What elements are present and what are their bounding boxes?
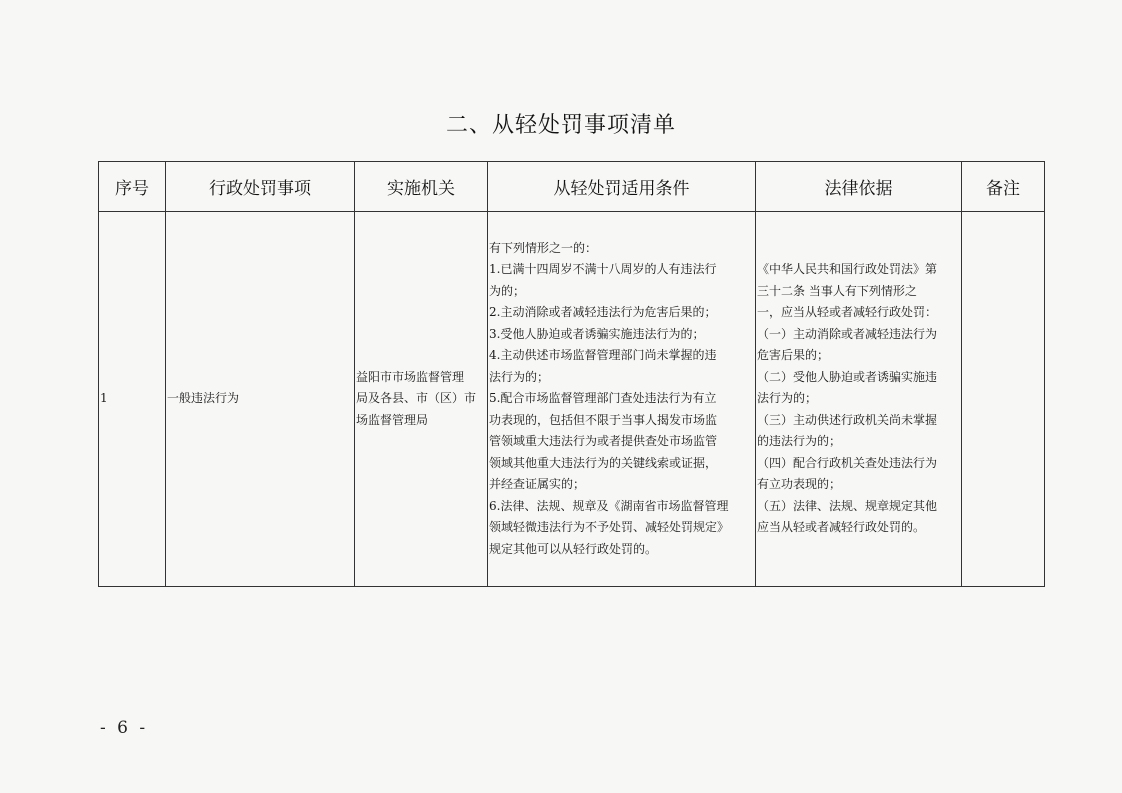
page-title: 二、从轻处罚事项清单 bbox=[445, 113, 676, 138]
legal-basis-line: 一，应当从轻或者减轻行政处罚： bbox=[757, 305, 938, 320]
condition-line: 为的； bbox=[489, 283, 526, 298]
cell-legal-basis bbox=[756, 212, 962, 587]
condition-line: 并经查证属实的； bbox=[489, 477, 586, 492]
legal-basis-line: （三）主动供述行政机关尚未掌握 bbox=[757, 412, 938, 427]
condition-line: 2.主动消除或者减轻违法行为危害后果的； bbox=[489, 305, 717, 320]
legal-basis-line: 法行为的； bbox=[757, 391, 818, 406]
legal-basis-line: （一）主动消除或者减轻违法行为 bbox=[757, 326, 938, 341]
legal-basis-line: （二）受他人胁迫或者诱骗实施违 bbox=[757, 369, 938, 384]
agency-line: 场监督管理局 bbox=[356, 412, 429, 427]
condition-line: 1.已满十四周岁不满十八周岁的人有违法行 bbox=[489, 262, 717, 277]
condition-line: 3.受他人胁迫或者诱骗实施违法行为的； bbox=[489, 326, 705, 341]
condition-line: 规定其他可以从轻行政处罚的。 bbox=[489, 541, 658, 556]
condition-line: 6.法律、法规、规章及《湖南省市场监督管理 bbox=[489, 498, 729, 513]
table-header-row bbox=[99, 162, 1045, 212]
legal-basis-line: （五）法律、法规、规章规定其他 bbox=[757, 498, 938, 513]
header-legal-basis: 法律依据 bbox=[756, 162, 962, 212]
condition-line: 有下列情形之一的： bbox=[489, 240, 598, 255]
condition-line: 4.主动供述市场监督管理部门尚未掌握的违 bbox=[489, 348, 717, 363]
penalty-table bbox=[98, 161, 1045, 587]
header-remarks: 备注 bbox=[962, 162, 1045, 212]
page-number: - 6 - bbox=[100, 718, 149, 738]
header-agency: 实施机关 bbox=[355, 162, 488, 212]
condition-line: 功表现的，包括但不限于当事人揭发市场监 bbox=[489, 412, 718, 427]
agency-line: 益阳市市场监督管理 bbox=[356, 369, 465, 384]
agency-line: 局及各县、市（区）市 bbox=[356, 391, 477, 406]
row-penalty-item: 一般违法行为 bbox=[167, 391, 240, 406]
legal-basis-line: 应当从轻或者减轻行政处罚的。 bbox=[757, 520, 926, 535]
cell-index bbox=[99, 212, 166, 587]
row-index: 1 bbox=[100, 391, 108, 406]
cell-agency bbox=[355, 212, 488, 587]
legal-basis-line: 有立功表现的； bbox=[757, 477, 842, 492]
cell-penalty-item bbox=[166, 212, 355, 587]
legal-basis-line: 的违法行为的； bbox=[757, 434, 842, 449]
condition-line: 5.配合市场监督管理部门查处违法行为有立 bbox=[489, 391, 717, 406]
legal-basis-line: 《中华人民共和国行政处罚法》第 bbox=[757, 262, 938, 277]
header-index: 序号 bbox=[99, 162, 166, 212]
legal-basis-line: 三十二条 当事人有下列情形之 bbox=[757, 283, 917, 298]
conditions-text bbox=[488, 238, 755, 561]
cell-remarks bbox=[962, 212, 1045, 587]
legal-basis-line: 危害后果的； bbox=[757, 348, 830, 363]
condition-line: 管领域重大违法行为或者提供查处市场监管 bbox=[489, 434, 718, 449]
table-row bbox=[99, 212, 1045, 587]
condition-line: 法行为的； bbox=[489, 369, 550, 384]
legal-basis-line: （四）配合行政机关查处违法行为 bbox=[757, 455, 938, 470]
agency-text bbox=[355, 367, 487, 432]
cell-conditions bbox=[488, 212, 756, 587]
condition-line: 领域轻微违法行为不予处罚、减轻处罚规定》 bbox=[489, 520, 730, 535]
legal-basis-text bbox=[756, 259, 961, 539]
condition-line: 领域其他重大违法行为的关键线索或证据， bbox=[489, 455, 718, 470]
header-conditions: 从轻处罚适用条件 bbox=[488, 162, 756, 212]
header-penalty-item: 行政处罚事项 bbox=[166, 162, 355, 212]
